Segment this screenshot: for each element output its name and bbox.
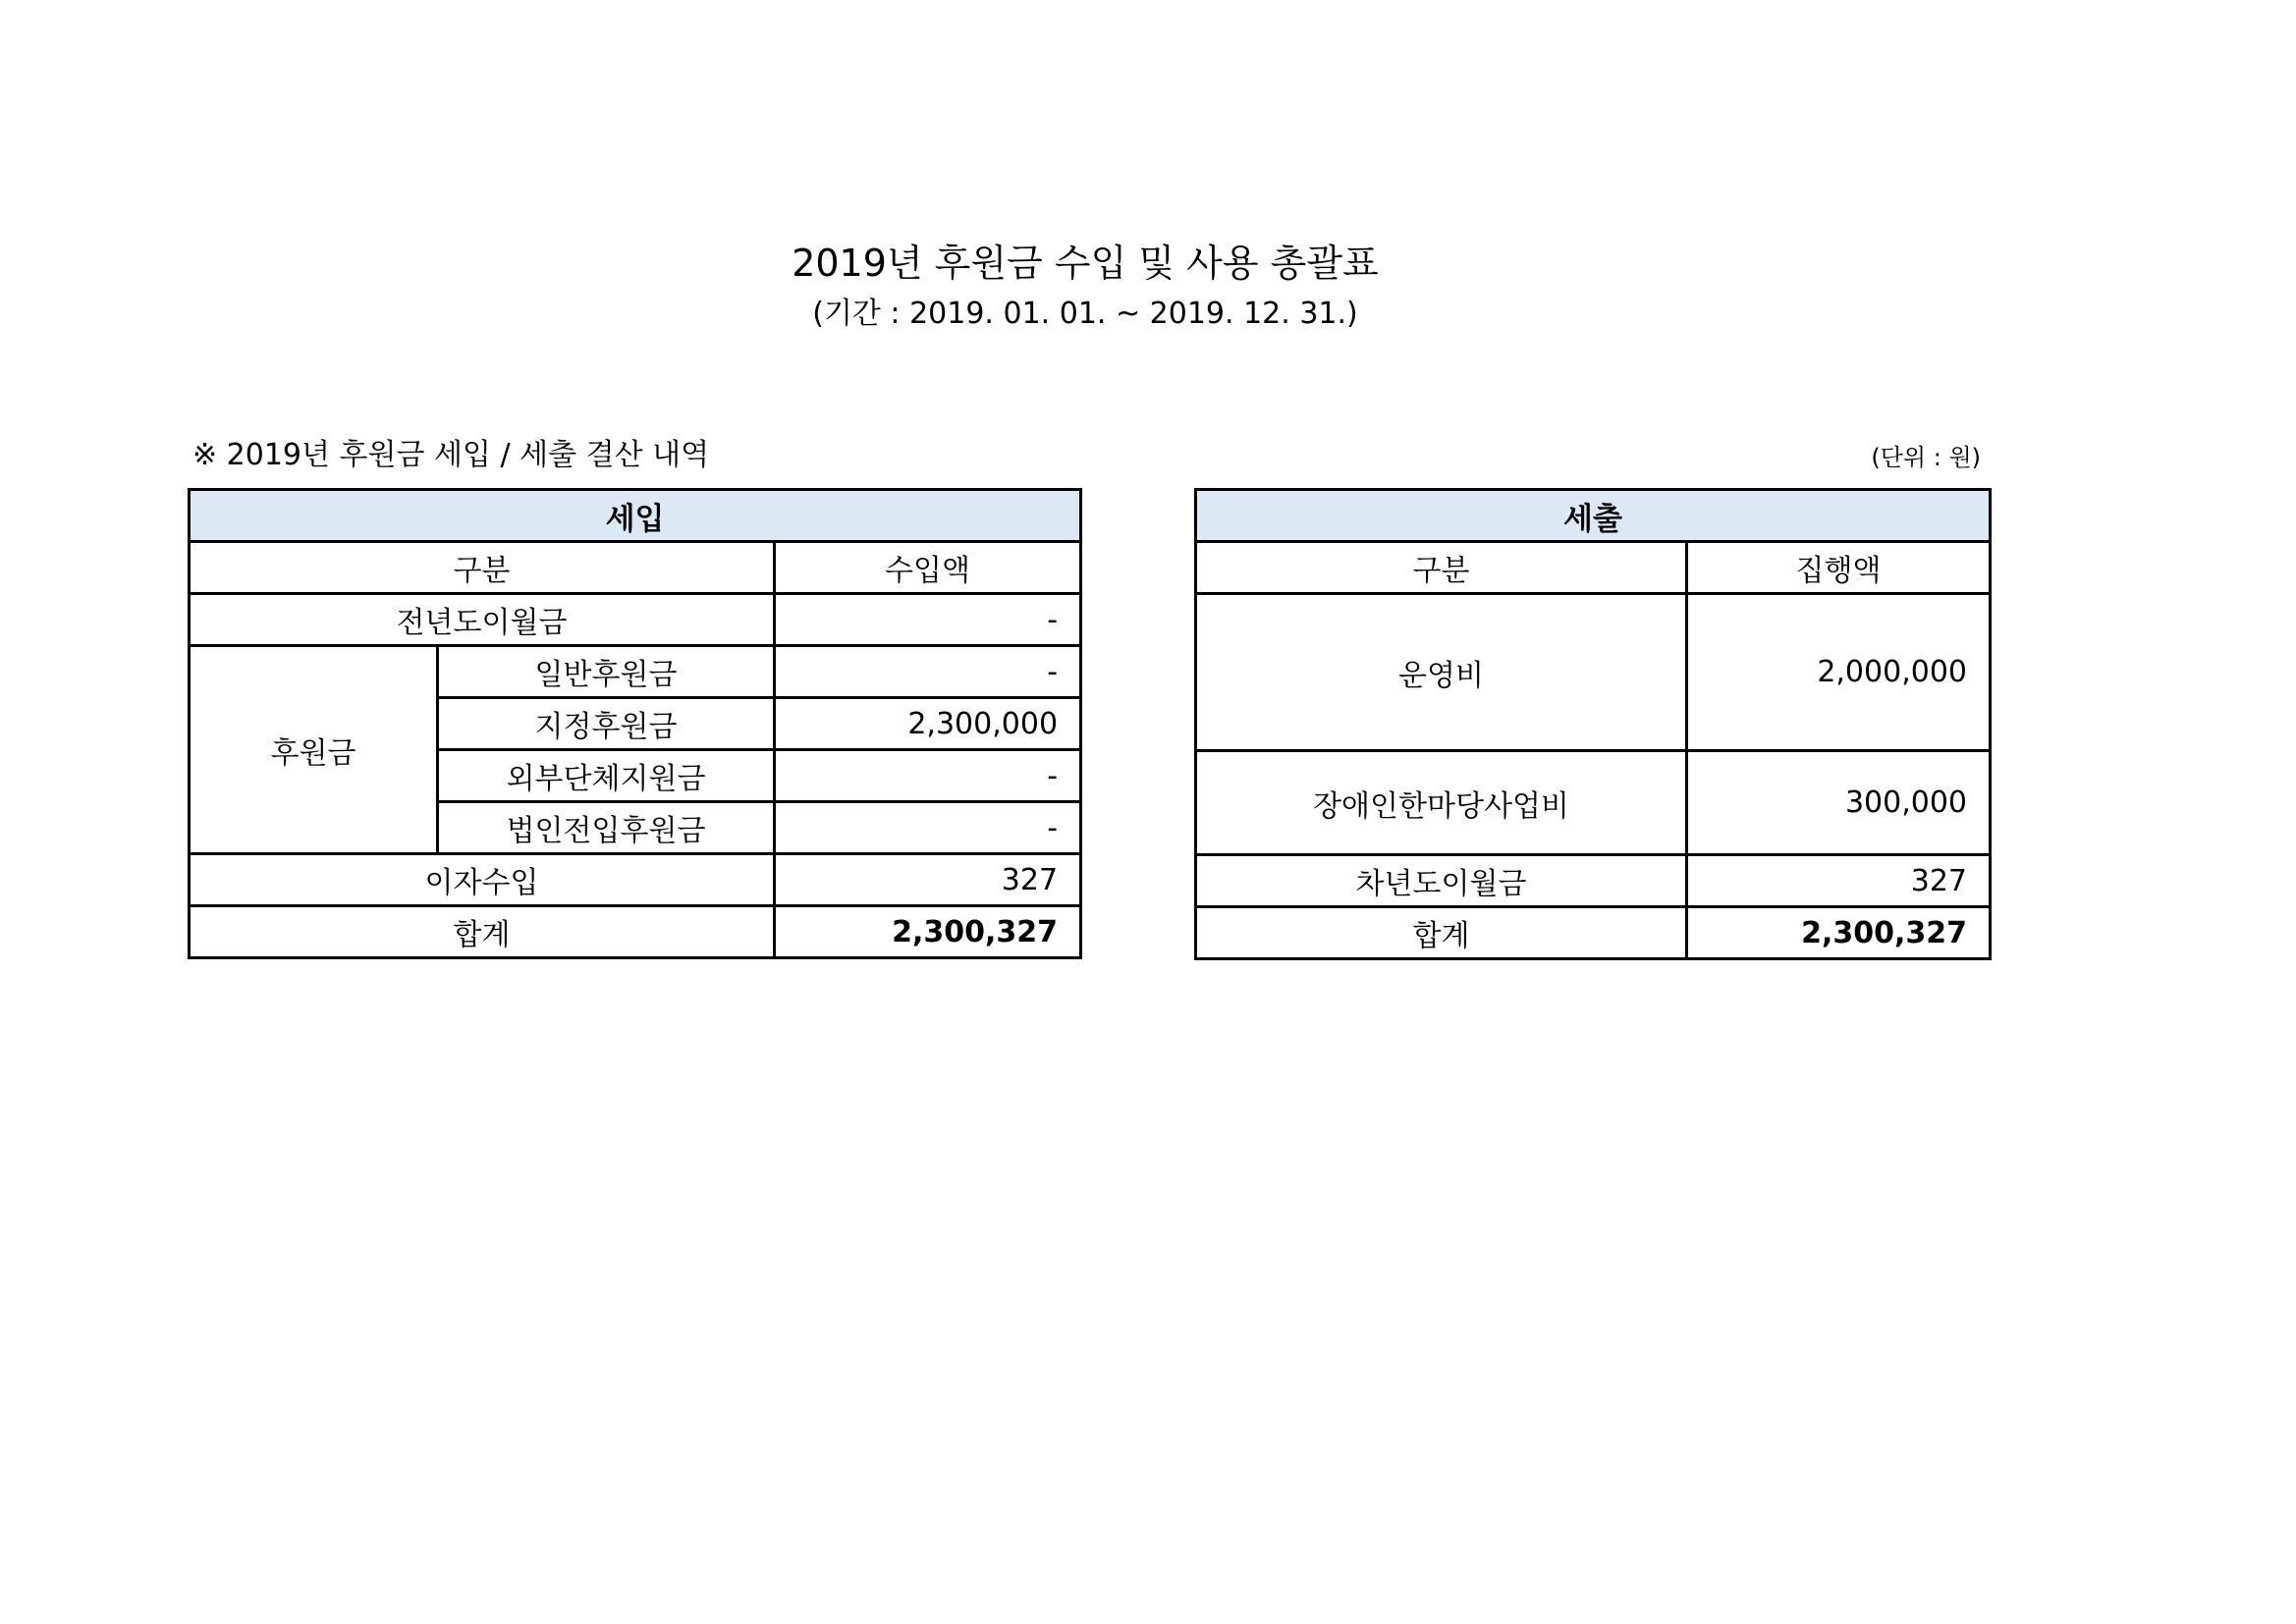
expense-row-value: 300,000 [1687,751,1991,855]
table-row [190,594,1081,646]
income-donation-label: 법인전입후원금 [438,802,775,854]
income-col-category: 구분 [190,542,775,594]
income-column-header-row [190,542,1081,594]
document-title: 2019년 후원금 수입 및 사용 총괄표 [792,242,1379,285]
income-donation-label: 외부단체지원금 [438,750,775,802]
income-donation-value: - [775,646,1081,698]
expense-row-label: 운영비 [1196,594,1687,751]
table-row [1196,855,1991,907]
document-period: (기간 : 2019. 01. 01. ~ 2019. 12. 31.) [812,297,1358,331]
income-donation-group-label: 후원금 [190,646,438,854]
expense-heading: 세출 [1196,490,1991,542]
expense-total-label: 합계 [1196,907,1687,959]
income-heading-row [190,490,1081,542]
income-donation-label: 일반후원금 [438,646,775,698]
section-note: ※ 2019년 후원금 세입 / 세출 결산 내역 [192,438,710,472]
income-col-amount: 수입액 [775,542,1081,594]
table-row [190,854,1081,906]
expense-row-label: 장애인한마당사업비 [1196,751,1687,855]
expense-table [1194,488,1992,960]
expense-col-amount: 집행액 [1687,542,1991,594]
expense-heading-row [1196,490,1991,542]
income-carryover-value: - [775,594,1081,646]
income-total-value: 2,300,327 [775,906,1081,958]
table-row [190,646,1081,698]
income-interest-value: 327 [775,854,1081,906]
income-interest-label: 이자수입 [190,854,775,906]
income-donation-label: 지정후원금 [438,698,775,750]
income-heading: 세입 [190,490,1081,542]
table-row [1196,751,1991,855]
table-row [1196,594,1991,751]
expense-row-value: 2,000,000 [1687,594,1991,751]
income-donation-value: - [775,750,1081,802]
income-total-row [190,906,1081,958]
income-total-label: 합계 [190,906,775,958]
income-donation-value: - [775,802,1081,854]
expense-row-value: 327 [1687,855,1991,907]
expense-total-row [1196,907,1991,959]
expense-col-category: 구분 [1196,542,1687,594]
expense-column-header-row [1196,542,1991,594]
income-donation-value: 2,300,000 [775,698,1081,750]
income-carryover-label: 전년도이월금 [190,594,775,646]
income-table [188,488,1082,959]
expense-row-label: 차년도이월금 [1196,855,1687,907]
unit-note: (단위 : 원) [1871,444,1981,471]
expense-total-value: 2,300,327 [1687,907,1991,959]
